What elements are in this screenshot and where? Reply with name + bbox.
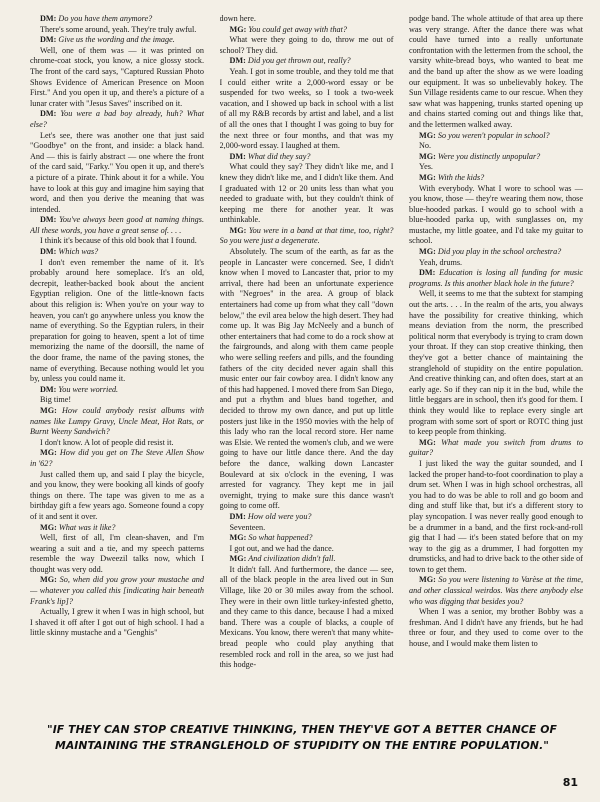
paragraph-text: Well, first of all, I'm clean-shaven, and I'm wearing a suit and a tie, and my speech patterns resemble the way Dweezil talks now, which I thought was very odd. [30,533,204,574]
paragraph-text: Big time! [40,395,72,405]
paragraph-text: I just liked the way the guitar sounded, and I lacked the proper hand-to-foot coordination to play a drum set. When I was in high school orchestras, all you had to do was be able to roll and go boom and ding and stuff like that, but it's a different story to play syncopation. I was never really good enough to be a drummer in a band, and the first rock-and-roll gig that I had — it's been stated before that on my way to the gig as a drummer, I had forgotten my drumsticks, and had to drive back to the other side of town to get them. [409,458,583,574]
paragraph-text: I don't even remember the name of it. It's probably around here someplace. It's an old, decrepit, leather-backed book about the ancient Egyptian religion. One of the little-known facts about this religion is: When you're on your way to heaven, you can't go anywhere unless you know the name of everything. So the Egyptian rulers, in their preparation for going to heaven, spent a lot of time memorizing the name of the doorsill, the name of the door frame, the name of the paving stones, the name of everything. Because nothing would let you by, unless you could name it. [30,257,204,384]
interview-question [409,438,583,459]
paragraph-text: Education is losing all funding for music programs. Is this another black hole in the future? [409,268,583,288]
paragraph-text: How could anybody resist albums with names like Lumpy Gravy, Uncle Meat, Hot Rats, or Burnt Weeny Sandwich? [30,405,204,437]
paragraph-text: Yes. [419,162,433,172]
paragraph-text: You were worried. [58,384,119,394]
interview-question [409,247,583,258]
paragraph-text: So you were listening to Varèse at the time, and other classical weirdos. Was there anybody else who was digging that besides you? [409,575,583,606]
interview-question [30,109,204,130]
interview-question [220,56,394,67]
paragraph-text: You've always been good at naming things. All these words, you have a great sense of. . . . [30,215,204,235]
paragraph-text: Yeah. I got in some trouble, and they told me that I could either write a 2,000-word essay or be suspended for two weeks, so I took a two-week vacation, and I showed up back in school with a list of all my R&B records by artist and label, and a list of all the ones that I thought I was going to buy for the next three or four months, and that was my 2,000-word essay. I laughed at them. [219,66,394,151]
speaker-label: MG: [419,172,436,182]
interview-question [220,533,394,544]
interview-answer [409,607,583,649]
paragraph-text: So you weren't popular in school? [437,130,550,140]
interview-answer [220,247,394,512]
paragraph-text: Which was? [58,247,99,257]
interview-answer [30,395,204,406]
interview-answer [409,162,583,173]
paragraph-text: With everybody. What I wore to school was — you know, those — they're wearing them now, those blue-hooded parkas. I would go to school with a blue-hooded parka up, with sunglasses on, my mustache, my little goatee, and I'd take my guitar to school. [409,183,583,246]
interview-answer [220,544,394,555]
paragraph-text: What did they say? [247,151,311,161]
speaker-label: MG: [419,130,436,140]
paragraph-text: Let's see, there was another one that just said "Goodbye" on the front, and inside: a black hand. And — this is fairly abstract — one where the front of the card said, "Farky." You open it up, and there's a picture of a pirate. Think about it for a while. You have to look at this guy and imagine him saying that word, and then you derive the meaning that was intended. [30,130,204,214]
paragraph-text: How did you get on The Steve Allen Show in '62? [30,448,204,468]
paragraph-text: When I was a senior, my brother Bobby was a freshman. And I didn't have any friends, but he had three or four, and they used to come over to the house, and I would make them listen to [409,607,583,649]
interview-question [409,268,583,289]
interview-question [409,152,583,163]
paragraph-text: So, when did you grow your mustache and — whatever you called this [indicating hair beneath Frank's lip]? [30,575,204,606]
speaker-label: DM: [40,109,57,119]
speaker-label: DM: [40,215,57,225]
paragraph-text: Well, it seems to me that the subtext for stamping out the arts. . . . In the realm of the arts, you always have the possibility for creative thinking, which means deviation from the norm, the prescribed political norm that everybody is trying to cram down your throat. If they can stop creative thinking, then they've got a better chance of maintaining the stranglehold of stupidity on the entire population. And creative thinking can, and often does, start at an early age. So if they can nip it in the bud, while the little beggars are in school, then it's good for them. I think they would like to replace every single art program with some sort of sport or ROTC thing just to keep people from thinking. [409,289,583,437]
interview-question [30,35,204,46]
text-column-1 [30,14,204,708]
text-column-2 [220,14,394,708]
interview-question [30,385,204,396]
interview-answer [409,141,583,152]
speaker-label: MG: [419,247,436,257]
interview-answer [30,607,204,639]
interview-answer [30,131,204,216]
interview-answer [409,14,583,131]
text-column-3 [409,14,583,708]
paragraph-text: Absolutely. The scum of the earth, as far as the people in Lancaster were concerned. See, I didn't know when I moved to Lancaster that, prior to my arrival, there had been an unfortunate experience with "Negroes" in the area. A group of black entertainers had come up from what they call "down below," the evil area below the high desert. They had come up. It was Big Jay McNeely and a bunch of other entertainers that had come to do a rock show at the fairgrounds, and along with them came people who were selling reefers and pills, and the founding fathers of the city decided never again shall this music enter our fair cowboy area. I didn't know any of this had happened. I moved there from San Diego, and put a rhythm and blues band together, and decided to throw my own dance, and put up little posters just like in the 1950 movies with the help of this lady who ran the local record store. Her name was Elsie. We rented the women's club, and we were going to have our little dance there. And the day before the dance, walking down Lancaster Boulevard at six o'clock in the evening, I was arrested for vagrancy. They kept me in jail overnight, trying to make sure this dance wasn't going to come off. [219,247,394,511]
paragraph-text: What could they say? They didn't like me, and I knew they didn't like me, and I didn't like them. And I graduated with 12 or 20 units less than what you needed to graduate with, but they couldn't think of keeping me there for another year. It was unthinkable. [219,162,394,225]
interview-answer [30,258,204,385]
paragraph-text: Did you play in the school orchestra? [437,247,562,257]
paragraph-text: What was it like? [58,522,116,532]
paragraph-text: I got out, and we had the dance. [229,543,334,553]
paragraph-text: Yeah, drums. [419,257,463,267]
interview-question [220,226,394,247]
paragraph-text: Seventeen. [229,522,266,532]
interview-question [409,173,583,184]
speaker-label: DM: [40,14,57,23]
interview-question [30,523,204,534]
interview-answer [220,14,394,25]
paragraph-text: Give us the wording and the image. [58,35,175,45]
interview-question [220,512,394,523]
paragraph-text: What made you switch from drums to guitar? [409,437,583,458]
paragraph-text: Did you get thrown out, really? [247,56,351,66]
speaker-label: DM: [229,511,246,521]
speaker-label: MG: [419,151,436,161]
page-number: 81 [562,776,578,789]
article-body [30,14,583,708]
paragraph-text: Actually, I grew it when I was in high school, but I shaved it off after I got out of high school. I had a little skinny mustache and a "Genghis" [30,607,204,638]
interview-answer [30,470,204,523]
interview-question [30,406,204,438]
paragraph-text: There's some around, yeah. They're truly awful. [40,24,197,34]
speaker-label: MG: [229,24,247,34]
interview-question [30,247,204,258]
speaker-label: DM: [229,151,246,161]
interview-answer [409,459,583,576]
interview-answer [409,258,583,269]
paragraph-text: You could get away with that? [248,24,348,34]
paragraph-text: Do you have them anymore? [58,14,153,23]
interview-question [220,554,394,565]
speaker-label: DM: [419,268,436,278]
paragraph-text: So what happened? [248,533,313,543]
interview-question [30,14,204,25]
speaker-label: MG: [229,225,247,235]
paragraph-text: And civilization didn't fall. [248,554,336,564]
interview-question [220,25,394,36]
speaker-label: MG: [40,575,57,585]
interview-answer [30,438,204,449]
speaker-label: DM: [229,56,246,66]
interview-question [30,575,204,607]
speaker-label: MG: [40,522,57,532]
interview-answer [409,289,583,437]
paragraph-text: No. [419,141,432,151]
paragraph-text: It didn't fall. And furthermore, the dance — see, all of the black people in the area lived out in Sun Village, like 20 or 30 miles away from the school. They were in their own little turkey-infested ghetto, and they came to this dance, because I had a mixed band. There was a couple of blacks, a couple of Mexicans. You know, there weren't that many white-bread people who could play anything that resembled rock and roll in the area, so we just had this hodge- [219,564,394,670]
paragraph-text: I don't know. A lot of people did resist it. [40,437,174,447]
speaker-label: MG: [419,575,436,585]
pull-quote: "IF THEY CAN STOP CREATIVE THINKING, THEN THEY'VE GOT A BETTER CHANCE OF MAINTAINING THE STRANGLEHOLD OF STUPIDITY ON THE ENTIRE POPULATION." [46,723,558,752]
interview-answer [30,533,204,575]
paragraph-text: You were a bad boy already, huh? What else? [30,109,204,129]
interview-answer [409,184,583,248]
speaker-label: DM: [40,35,57,45]
paragraph-text: Just called them up, and said I play the bicycle, and you know, they were booking all kinds of goofy things on there. The tape was given to me as a birthday gift a few years ago. Someone found a copy of it and sent it over. [30,469,204,521]
interview-question [220,152,394,163]
paragraph-text: What were they going to do, throw me out of school? They did. [219,35,394,55]
paragraph-text: I think it's because of this old book that I found. [40,236,197,246]
interview-answer [220,162,394,226]
speaker-label: MG: [40,405,57,415]
paragraph-text: down here. [219,14,256,23]
speaker-label: MG: [40,448,57,458]
interview-answer [220,565,394,671]
speaker-label: MG: [229,554,247,564]
interview-question [409,131,583,142]
interview-question [30,215,204,236]
interview-answer [30,236,204,247]
interview-question [30,448,204,469]
paragraph-text: With the kids? [437,172,485,182]
interview-question [409,575,583,607]
paragraph-text: Were you distinctly unpopular? [437,151,541,161]
speaker-label: MG: [229,533,247,543]
paragraph-text: How old were you? [247,511,312,521]
paragraph-text: podge band. The whole attitude of that area up there was very strange. After the dance there was what could have turned into a really unfortunate confrontation with the lettermen from the school, the varsity white-bread boys, who wanted to beat me and the band up after the show as we were loading our equipment. It was so unbelievably hokey. The Sun Village residents came to our rescue. When they saw what was happening, trunks started opening up and chains started coming out and things like that, and the lettermen walked away. [409,14,583,129]
paragraph-text: You were in a band at that time, too, right? So you were just a degenerate. [219,225,394,246]
interview-answer [220,67,394,152]
speaker-label: DM: [40,384,57,394]
interview-answer [220,35,394,56]
speaker-label: DM: [40,247,57,257]
speaker-label: MG: [419,437,436,447]
interview-answer [220,523,394,534]
interview-answer [30,25,204,36]
interview-answer [30,46,204,110]
paragraph-text: Well, one of them was — it was printed on chrome-coat stock, you know, a nice glossy stock. The front of the card says, "Captured Russian Photo Shows Evidence of American Presence on Moon First." And you open it up, and there's a picture of a lunar crater with "Jesus Saves" inscribed on it. [30,45,204,108]
